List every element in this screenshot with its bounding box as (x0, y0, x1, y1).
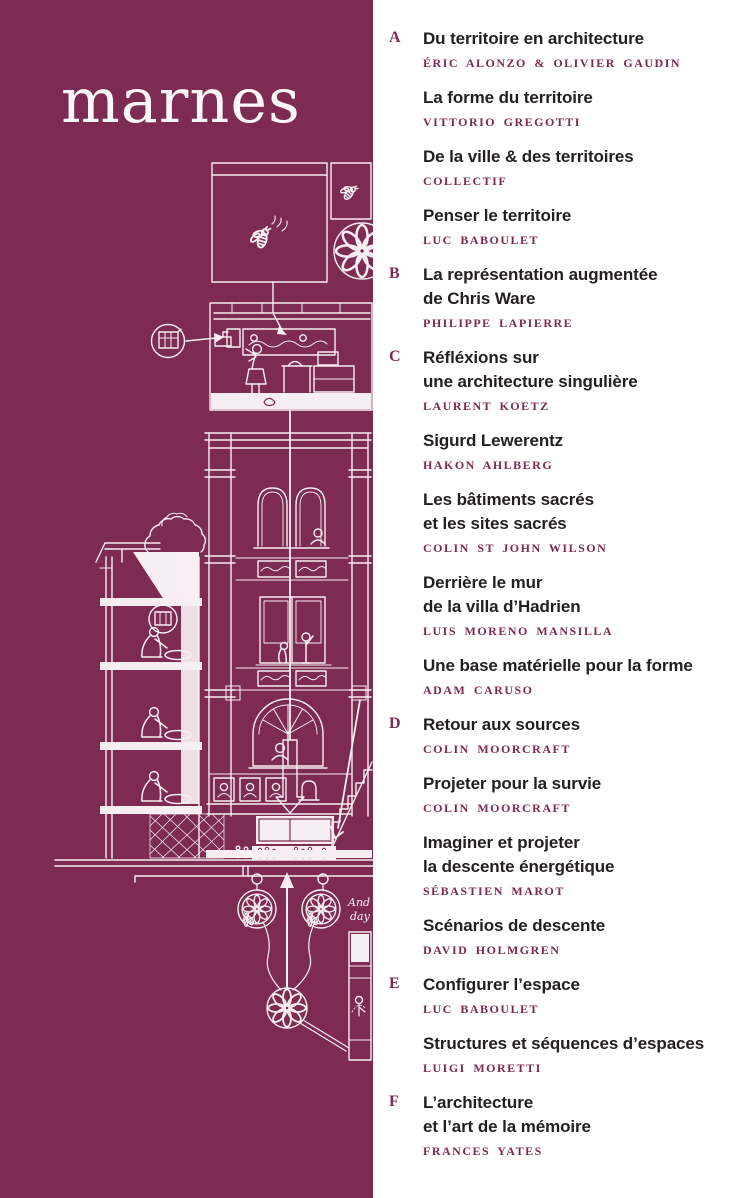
toc-entry (423, 86, 742, 133)
toc-entry (423, 145, 742, 192)
entry-title (423, 571, 742, 619)
kitchen-scene (210, 303, 372, 410)
entry-title-line: Imaginer et projeter (423, 833, 580, 852)
toc-entry (423, 1032, 742, 1079)
entry-title-line: Configurer l’espace (423, 975, 580, 994)
entry-author: FRANCES YATES (423, 1144, 543, 1158)
arrow-down-icon (277, 326, 287, 335)
entry-author: COLIN MOORCRAFT (423, 742, 571, 756)
entry-title-line: Réfléxions sur (423, 348, 539, 367)
entry-title (423, 86, 742, 110)
toc-entry (423, 429, 742, 476)
section-letter: C (389, 348, 401, 365)
arrow-up-icon (280, 872, 294, 888)
handwriting-note: And (348, 896, 371, 909)
entry-title-line: La forme du territoire (423, 88, 593, 107)
toc-entry (389, 27, 742, 74)
toc-entry (389, 713, 742, 760)
entry-title-line: de Chris Ware (423, 289, 536, 308)
entry-title (423, 1091, 742, 1139)
entry-title (423, 488, 742, 536)
entry-title-line: de la villa d’Hadrien (423, 597, 581, 616)
entry-title (423, 713, 742, 737)
entry-author: SÉBASTIEN MAROT (423, 884, 565, 898)
entry-title-line: Structures et séquences d’espaces (423, 1034, 705, 1053)
entry-author: COLIN MOORCRAFT (423, 801, 571, 815)
toc-entry (389, 263, 742, 334)
section-letter: B (389, 265, 400, 282)
comic-strip-panel (349, 932, 371, 1060)
entry-title (423, 429, 742, 453)
entry-title (423, 973, 742, 997)
toc-entry (423, 831, 742, 902)
bottom-flower (267, 988, 307, 1028)
entry-title-line: La représentation augmentée (423, 265, 658, 284)
diagonal-link (300, 1020, 349, 1051)
bee-icon (248, 223, 270, 249)
entry-title (423, 831, 742, 879)
toc-entry (423, 772, 742, 819)
entry-title-line: Derrière le mur (423, 573, 543, 592)
entry-title (423, 1032, 742, 1056)
section-letter: A (389, 29, 401, 46)
toc-entry (389, 1091, 742, 1162)
entry-title-line: Retour aux sources (423, 715, 580, 734)
entry-author: ÉRIC ALONZO & OLIVIER GAUDIN (423, 56, 682, 70)
entry-title-line: Du territoire en architecture (423, 29, 644, 48)
entry-title (423, 145, 742, 169)
entry-title-line: L’architecture (423, 1093, 534, 1112)
picture-callout-circle (149, 605, 177, 633)
section-letter: F (389, 1093, 399, 1110)
entry-title-line: et l’art de la mémoire (423, 1117, 591, 1136)
toc-entry (423, 488, 742, 559)
entry-author: LAURENT KOETZ (423, 399, 550, 413)
bee-panel (212, 163, 327, 282)
toc-entry (423, 914, 742, 961)
section-letter: D (389, 715, 401, 732)
entry-title (423, 27, 742, 51)
entry-author: LUC BABOULET (423, 233, 540, 247)
bush (145, 513, 205, 552)
flower-wheel (302, 890, 340, 929)
entry-author: HAKON AHLBERG (423, 458, 554, 472)
window-figure (302, 633, 310, 641)
entry-title (423, 654, 742, 678)
connector-line (273, 282, 282, 330)
entry-title (423, 346, 742, 394)
staircase (330, 700, 372, 856)
entry-title-line: Penser le territoire (423, 206, 572, 225)
entry-title (423, 263, 742, 311)
flower-wheel (238, 890, 276, 929)
wavy-link (293, 922, 315, 990)
entry-title-line: la descente énergétique (423, 857, 615, 876)
wavy-link (263, 922, 281, 990)
toc-entry (423, 204, 742, 251)
entry-title-line: De la ville & des territoires (423, 147, 634, 166)
entry-author: PHILIPPE LAPIERRE (423, 316, 574, 330)
entry-title (423, 204, 742, 228)
entry-title-line: Sigurd Lewerentz (423, 431, 564, 450)
calendar-callout (152, 325, 225, 358)
entry-title-line: Les bâtiments sacrés (423, 490, 594, 509)
entry-author: LUIGI MORETTI (423, 1061, 542, 1075)
comic-figure (356, 997, 363, 1004)
picture-icon (155, 612, 171, 625)
handwriting-note: day (350, 910, 370, 923)
entry-author: LUIS MORENO MANSILLA (423, 624, 614, 638)
entry-author: VITTORIO GREGOTTI (423, 115, 581, 129)
entry-author: ADAM CARUSO (423, 683, 534, 697)
journal-logo: marnes (61, 64, 301, 137)
toc-entry (389, 973, 742, 1020)
entry-title-line: Projeter pour la survie (423, 774, 602, 793)
entry-author: DAVID HOLMGREN (423, 943, 561, 957)
entry-title-line: Une base matérielle pour la forme (423, 656, 693, 675)
building-facade (205, 410, 372, 860)
entry-title (423, 914, 742, 938)
entry-author: LUC BABOULET (423, 1002, 540, 1016)
entry-author: COLIN ST JOHN WILSON (423, 541, 608, 555)
small-bee-panel (331, 163, 371, 219)
entry-title-line: une architecture singulière (423, 372, 638, 391)
bee-icon (338, 180, 358, 201)
toc-entry (423, 571, 742, 642)
table-of-contents (373, 0, 742, 1198)
toc-list (389, 27, 742, 1162)
cutaway-tower (100, 552, 224, 858)
toc-entry (389, 346, 742, 417)
section-letter: E (389, 975, 400, 992)
calendar-icon (159, 332, 178, 348)
ground (55, 860, 373, 890)
callout-circle (152, 325, 185, 358)
entry-title (423, 772, 742, 796)
entry-title-line: et les sites sacrés (423, 514, 567, 533)
entry-title-line: Scénarios de descente (423, 916, 606, 935)
toc-entry (423, 654, 742, 701)
flower-panel (334, 223, 373, 279)
flower-icon (336, 225, 373, 277)
entry-author: COLLECTIF (423, 174, 508, 188)
